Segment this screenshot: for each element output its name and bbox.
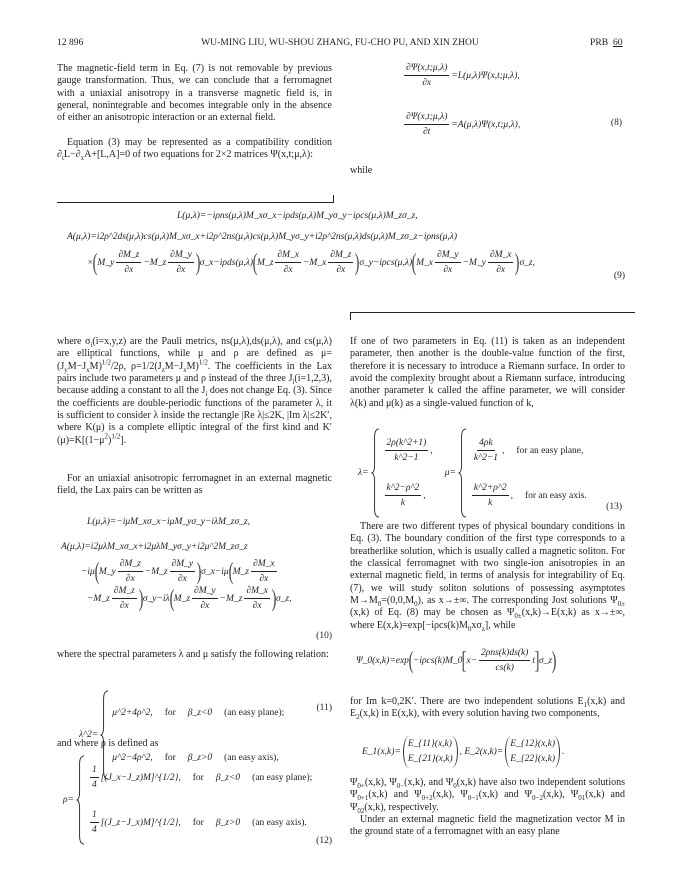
math-text: μ= — [444, 468, 456, 478]
parenthesis: [ — [462, 647, 467, 674]
equation-text: for — [164, 707, 176, 718]
math-text: , — [423, 490, 426, 501]
fraction — [472, 482, 509, 509]
parenthesis: ) — [354, 249, 360, 276]
math-text: β_z>0 — [215, 817, 241, 828]
equation-psi0 — [350, 647, 622, 674]
math-text: −M_y — [462, 257, 486, 268]
numerator: ∂M_x — [488, 249, 514, 263]
case-row — [112, 705, 284, 720]
equation-text: (an easy plane); — [252, 772, 313, 783]
math-text: σ_x−iρds(μ,λ) — [199, 257, 254, 268]
equation-number: (12) — [316, 836, 332, 846]
fraction — [244, 585, 270, 612]
equation-line — [350, 647, 622, 674]
math-text: −M_z — [87, 593, 110, 604]
equation-line — [57, 512, 332, 532]
equation-line — [57, 755, 332, 845]
math-text: σ_y−iλ — [142, 593, 170, 604]
vector-entry: E_{22}(x,k) — [510, 754, 556, 764]
fraction — [90, 764, 99, 791]
equation-line — [350, 428, 622, 518]
parenthesis: ) — [195, 249, 201, 276]
math-text: , — [430, 445, 433, 456]
fraction — [275, 249, 301, 276]
math-text: , — [510, 490, 513, 501]
paragraph: where the spectral parameters λ and μ satisfy the following relation: — [57, 649, 329, 660]
paragraph: $\Psi_{0+}(x,k)$, $\Psi_{0-}(x,k)$, and $\Psi_0(x,k)$ have also two independent solutions $\Psi_{0+1}(x,k)$ and $\Psi_{0+2}(x,k)$, $\Psi_{0-1}(x,k)$ and $\Psi_{0-2}(x,k)$, $\Psi_{01}(x,k)$ and $\Psi_{02}(x,k)$, respectively. — [350, 777, 625, 815]
math-text: M_z — [232, 566, 249, 577]
numerator: ∂M_x — [244, 585, 270, 599]
parenthesis: ) — [515, 249, 520, 276]
denominator: ∂x — [200, 601, 210, 611]
math-text: × — [87, 257, 94, 268]
column-divider-tick — [350, 312, 351, 320]
math-text: −M_x — [302, 257, 327, 268]
fraction — [435, 249, 461, 276]
math-text: M_z — [173, 593, 191, 604]
parenthesis: ) — [551, 647, 557, 674]
math-text: −iμ — [81, 566, 95, 577]
journal-name: PRB — [590, 37, 609, 48]
denominator: 4 — [91, 825, 97, 835]
equation-text: for an easy plane, — [516, 445, 584, 456]
denominator: ∂x — [336, 265, 346, 275]
numerator: k^2+ρ^2 — [472, 482, 509, 496]
cases-rows — [380, 428, 433, 518]
running-head-authors: WU-MING LIU, WU-SHOU ZHANG, FU-CHO PU, AND XIN ZHOU — [201, 37, 479, 48]
equation-line — [57, 536, 332, 558]
math-text: σ_x−iμ — [201, 566, 229, 577]
denominator: ∂x — [125, 574, 135, 584]
math-text: . — [562, 747, 565, 757]
numerator: ∂M_z — [328, 249, 353, 263]
fraction — [479, 647, 530, 674]
numerator: ∂M_x — [251, 558, 277, 572]
equation-text: for an easy axis. — [524, 490, 587, 501]
numerator: ∂Ψ(x,t;μ,λ) — [404, 111, 449, 125]
parenthesis: ) — [271, 585, 277, 612]
fraction — [404, 111, 449, 138]
equation-9 — [57, 207, 625, 281]
math-text: L(μ,λ)=−iρns(μ,λ)M_xσ_x−iρds(μ,λ)M_yσ_y−iρcs(μ,λ)M_zσ_z, — [177, 211, 418, 221]
denominator: k — [400, 498, 405, 508]
fraction — [170, 558, 196, 585]
math-text: E_1(x,k)= — [362, 747, 401, 757]
numerator: ∂M_z — [118, 558, 143, 572]
vector-entry: E_{21}(x,k) — [407, 754, 453, 764]
brace-icon — [458, 428, 467, 518]
denominator: cs(k) — [495, 663, 514, 673]
paragraph: If one of two parameters in Eq. (11) is taken as an independent parameter, then another is the double-value function of the first, therefore it is necessary to introduce a Riemann surface. In order to avoid the complexity brought about a Riemann surface, introducing another parameter k called the affine parameter, we will consider λ(k) and μ(k) as a single-valued function of k, — [350, 336, 625, 409]
parenthesis: ] — [534, 647, 540, 674]
equation-text: for — [192, 772, 204, 783]
equation-number: (8) — [610, 118, 622, 128]
cases-block — [371, 428, 433, 518]
math-text: λ^2= — [79, 730, 99, 740]
equation-8 — [350, 62, 622, 138]
denominator: ∂x — [177, 574, 187, 584]
parenthesis: ( — [93, 249, 98, 276]
fraction — [328, 249, 353, 276]
denominator: ∂x — [124, 265, 134, 275]
equation-number: (11) — [316, 703, 332, 713]
math-text: σ_y−iρcs(μ,λ) — [359, 257, 413, 268]
equation-line — [57, 249, 625, 276]
journal-volume: 60 — [612, 37, 623, 48]
numerator: 4ρk — [477, 437, 495, 451]
math-text: [(J_z−J_x)M]^{1/2}, — [100, 817, 181, 828]
equation-E-components — [350, 736, 622, 768]
case-row — [88, 807, 312, 839]
column-divider-tick — [333, 195, 334, 203]
parenthesis: ( — [252, 249, 258, 276]
math-text: A(μ,λ)=i2ρ^2ds(μ,λ)cs(μ,λ)M_xσ_x+i2ρ^2ns(μ,λ)cs(μ,λ)M_yσ_y+i2ρ^2ns(μ,λ)ds(μ,λ)M_zσ_z−iρns(μ,λ) — [67, 232, 458, 242]
math-text: σ_z, — [275, 593, 292, 604]
math-text: M_y — [98, 566, 116, 577]
parenthesis: ( — [94, 558, 100, 585]
denominator: ∂x — [176, 265, 186, 275]
denominator: ∂x — [119, 601, 129, 611]
math-text: −M_z — [143, 257, 167, 268]
fraction — [192, 585, 218, 612]
column-divider-rule — [350, 312, 635, 313]
parenthesis: ) — [196, 558, 202, 585]
numerator: ∂M_y — [170, 558, 196, 572]
column-vector — [403, 736, 458, 768]
numerator: ∂Ψ(x,t;μ,λ) — [404, 62, 449, 76]
math-text: λ= — [358, 468, 369, 478]
vector-entry: E_{11}(x,k) — [407, 739, 452, 749]
numerator: 2ρ(k^2+1) — [385, 437, 429, 451]
fraction — [472, 437, 500, 464]
paragraph: Equation (3) may be represented as a compatibility condition $\partial_tL-\partial_xA+[L,A]=0$ of two equations for 2×2 matrices Ψ(x,t;μ,λ): — [57, 137, 332, 163]
brace-icon — [76, 755, 85, 845]
numerator: 1 — [90, 809, 99, 823]
paragraph: For an uniaxial anisotropic ferromagnet in an external magnetic field, the Lax pairs can be written as — [57, 473, 332, 497]
numerator: ∂M_x — [275, 249, 301, 263]
math-text: −M_z — [144, 566, 168, 577]
parenthesis: ( — [228, 558, 234, 585]
denominator: ∂x — [422, 78, 432, 88]
fraction — [385, 482, 422, 509]
parenthesis: ( — [411, 249, 417, 276]
math-text: , — [502, 445, 505, 456]
paragraph: Under an external magnetic field the magnetization vector M in the ground state of a ferromagnet with an easy plane — [350, 814, 625, 838]
numerator: ∂M_y — [435, 249, 461, 263]
case-row — [470, 434, 587, 468]
case-row — [383, 479, 433, 513]
math-text: , E_2(x,k)= — [459, 747, 504, 757]
denominator: k — [488, 498, 493, 508]
journal-ref — [590, 37, 623, 48]
math-text: −M_z — [219, 593, 243, 604]
equation-number: (9) — [613, 271, 625, 281]
equation-text: (an easy axis), — [224, 752, 279, 763]
numerator: 2ρns(k)ds(k) — [479, 647, 530, 661]
parenthesis: ( — [408, 647, 414, 674]
equation-number: (13) — [606, 502, 622, 512]
numerator: ∂M_z — [112, 585, 137, 599]
numerator: ∂M_y — [192, 585, 218, 599]
math-text: L(μ,λ)=−iμM_xσ_x−iμM_yσ_y−iλM_zσ_z, — [87, 517, 251, 527]
math-text: σ_z, — [519, 257, 535, 268]
denominator: ∂x — [252, 601, 262, 611]
equation-line — [57, 585, 332, 612]
fraction — [168, 249, 194, 276]
parenthesis: ) — [138, 585, 144, 612]
math-text: β_z<0 — [187, 707, 213, 718]
math-text: β_z<0 — [215, 772, 241, 783]
fraction — [118, 558, 143, 585]
math-text: t — [532, 655, 535, 666]
fraction — [385, 437, 429, 464]
paragraph: and where ρ is defined as — [57, 738, 159, 749]
paragraph: while — [350, 165, 373, 176]
denominator: ∂x — [259, 574, 269, 584]
math-text: μ^2+4ρ^2, — [112, 707, 153, 718]
paragraph: There are two different types of physical boundary conditions in Eq. (3). The boundary condition of the first type corresponds to a breatherlike solution, which is usually called a magnetic soliton. For the classical ferromagnet with two single-ion anisotropies in an external magnetic field, in terms of analysis for integrability of Eq. (7), we will study soliton solutions of possessing asymptotes $M\to M_0=(0,0,M_0)$, as x→±∞. The corresponding Jost solutions $\Psi_{0\pm}(x,k)$ of Eq. (8) may be chosen as $\Psi_{0\pm}(x,k)\to E(x,k)$ as x→±∞, where $E(x,k)=\exp[-i\rho cs(k)M_0x\sigma_z]$, while — [350, 521, 625, 633]
vector-entry: E_{12}(x,k) — [510, 739, 556, 749]
case-row — [470, 479, 587, 513]
equation-text: for — [192, 817, 204, 828]
parenthesis: ( — [169, 585, 175, 612]
cases-block — [458, 428, 587, 518]
column-divider-rule — [57, 202, 334, 203]
math-text: μ^2−4ρ^2, — [112, 752, 153, 763]
case-row — [88, 762, 312, 794]
math-text: M_z — [257, 257, 274, 268]
numerator: 1 — [90, 764, 99, 778]
paragraph: for Im k=0,2K′. There are two independent solutions $E_1(x,k)$ and $E_2(x,k)$ in E(x,k), with every solution having two components, — [350, 696, 625, 722]
column-vector — [505, 736, 560, 768]
fraction — [488, 249, 514, 276]
math-text: σ_z — [538, 655, 553, 666]
fraction — [116, 249, 141, 276]
equation-line — [57, 207, 625, 225]
equation-line — [57, 225, 625, 249]
math-text: M_y — [97, 257, 115, 268]
equation-text: (an easy axis). — [252, 817, 307, 828]
numerator: ∂M_z — [116, 249, 141, 263]
equation-text: for — [164, 752, 176, 763]
denominator: ∂x — [283, 265, 293, 275]
equation-number: (10) — [316, 631, 332, 641]
case-row — [383, 434, 433, 468]
math-text: =A(μ,λ)Ψ(x,t;μ,λ), — [451, 119, 521, 130]
denominator: k^2−1 — [473, 453, 499, 463]
math-text: Ψ_0(x,k)=exp — [356, 655, 409, 666]
equation-line — [350, 111, 622, 138]
math-text: ρ= — [63, 795, 74, 805]
equation-12 — [57, 755, 332, 845]
math-text: =L(μ,λ)Ψ(x,t;μ,λ), — [451, 70, 520, 81]
brace-icon — [371, 428, 380, 518]
fraction — [112, 585, 137, 612]
cases-block — [76, 755, 312, 845]
denominator: ∂t — [423, 127, 431, 137]
numerator: k^2−ρ^2 — [385, 482, 422, 496]
denominator: 4 — [91, 780, 97, 790]
numerator: ∂M_y — [168, 249, 194, 263]
equation-13 — [350, 428, 622, 518]
math-text: A(μ,λ)=i2μλM_xσ_x+i2μλM_yσ_y+i2μ^2M_zσ_z — [61, 542, 248, 552]
math-text: M_x — [416, 257, 433, 268]
equation-line — [350, 736, 622, 768]
equation-10 — [57, 512, 332, 641]
paragraph: The magnetic-field term in Eq. (7) is not removable by previous gauge transformation. Thus, we can conclude that a ferromagnet with a uniaxial anisotropy in a transverse magnetic field is, in general, nonintegrable and becomes integrable only in the absence of either an anisotropic interaction or an external field. — [57, 63, 332, 124]
equation-text: (an easy plane); — [224, 707, 285, 718]
math-text: [(J_x−J_z)M]^{1/2}, — [100, 772, 181, 783]
math-text: x− — [466, 655, 478, 666]
fraction — [404, 62, 449, 89]
fraction — [90, 809, 99, 836]
paragraph: where $\sigma_i(i=x,y,z)$ are the Pauli metrics, ns(μ,λ),ds(μ,λ), and cs(μ,λ) are elliptical functions, while μ and ρ are defined as $\mu=(J_yM-J_xM)^{1/2}/2\rho$, $\rho=1/2(J_zM-J_xM)^{1/2}$. The coefficients in the Lax pairs include two parameters μ and ρ instead of the three $J_i(i=1,2,3)$, because adding a constant to all the $J_i$ does not change Eq. (3). Since the coefficients are double-periodic functions of the parameter λ, it is sufficient to consider λ inside the rectangle |Re λ|≤2K, |Im λ|≤2K′, where K(μ) is a complete elliptic integral of the first kind and $K'(\mu)=K[(1-\mu^2)^{1/2}]$. — [57, 336, 332, 446]
cases-rows — [85, 755, 312, 845]
page-number: 12 896 — [57, 37, 84, 48]
cases-rows — [467, 428, 587, 518]
denominator: k^2−1 — [394, 453, 419, 463]
math-text: −iρcs(k)M_0 — [412, 655, 463, 666]
denominator: ∂x — [443, 265, 453, 275]
denominator: ∂x — [496, 265, 506, 275]
equation-line — [350, 62, 622, 89]
equation-line — [57, 558, 332, 585]
math-text: β_z>0 — [187, 752, 213, 763]
fraction — [251, 558, 277, 585]
